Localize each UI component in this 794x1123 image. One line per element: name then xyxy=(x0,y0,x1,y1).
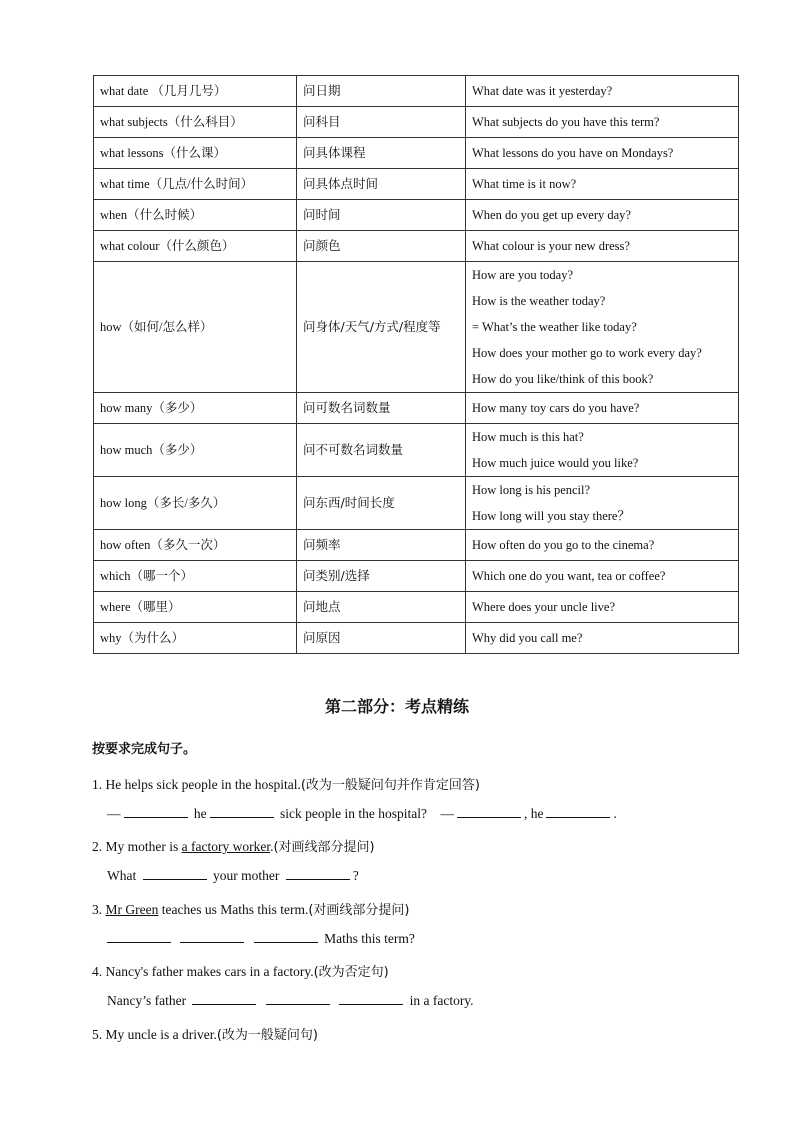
exercise-stem: . xyxy=(270,839,274,854)
usage: 问类别/选择 xyxy=(297,561,466,592)
examples xyxy=(466,138,739,169)
answer-blank[interactable] xyxy=(143,867,207,880)
exercise-stem: 3. xyxy=(92,902,106,917)
exercise-4-answer xyxy=(107,992,474,1009)
table-row xyxy=(94,262,739,393)
question-word: what lessons（什么课） xyxy=(94,138,297,169)
answer-text: he xyxy=(193,806,207,821)
question-word: how much（多少） xyxy=(94,424,297,477)
example-sentence: What time is it now? xyxy=(472,177,577,191)
question-word: what date （几月几号） xyxy=(94,76,297,107)
table-row xyxy=(94,393,739,424)
answer-text: What xyxy=(107,868,137,883)
exercise-stem: teaches us Maths this term. xyxy=(158,902,309,917)
example-sentence: How are you today? xyxy=(472,268,574,282)
example-sentence: What subjects do you have this term? xyxy=(472,115,660,129)
exercise-note: (对画线部分提问) xyxy=(308,903,410,918)
question-word-table xyxy=(93,75,739,654)
examples xyxy=(466,76,739,107)
usage: 问地点 xyxy=(297,592,466,623)
exercise-2-question xyxy=(92,836,375,855)
example-sentence: How much juice would you like? xyxy=(472,456,639,470)
answer-text: sick people in the hospital? xyxy=(280,806,427,821)
example-sentence: = What’s the weather like today? xyxy=(472,320,637,334)
question-word: how（如何/怎么样） xyxy=(94,262,297,393)
exercise-stem: 4. Nancy's father makes cars in a factory. xyxy=(92,964,314,979)
question-word: where（哪里） xyxy=(94,592,297,623)
exercise-2-answer xyxy=(107,867,359,884)
question-word: how long（多长/多久） xyxy=(94,477,297,530)
exercise-5-question xyxy=(92,1024,318,1043)
usage: 问可数名词数量 xyxy=(297,393,466,424)
answer-text: , he xyxy=(523,806,544,821)
answer-blank[interactable] xyxy=(192,992,256,1005)
examples xyxy=(466,200,739,231)
example-sentence: Which one do you want, tea or coffee? xyxy=(472,569,666,583)
usage: 问不可数名词数量 xyxy=(297,424,466,477)
answer-blank[interactable] xyxy=(210,805,274,818)
answer-blank[interactable] xyxy=(107,930,171,943)
examples xyxy=(466,623,739,654)
usage: 问东西/时间长度 xyxy=(297,477,466,530)
answer-blank[interactable] xyxy=(286,867,350,880)
exercise-note: (改为否定句) xyxy=(313,965,389,980)
answer-text: . xyxy=(613,806,617,821)
example-sentence: How is the weather today? xyxy=(472,294,606,308)
examples xyxy=(466,231,739,262)
example-sentence: How does your mother go to work every day? xyxy=(472,346,702,360)
exercise-note: (对画线部分提问) xyxy=(273,840,375,855)
example-sentence: How many toy cars do you have? xyxy=(472,401,640,415)
example-sentence: How do you like/think of this book? xyxy=(472,372,654,386)
underlined-part: a factory worker xyxy=(181,839,271,854)
answer-text: in a factory. xyxy=(409,993,474,1008)
answer-text: Nancy’s father xyxy=(107,993,187,1008)
table-row xyxy=(94,530,739,561)
answer-blank[interactable] xyxy=(180,930,244,943)
question-word: what colour（什么颜色） xyxy=(94,231,297,262)
exercise-1-question xyxy=(92,774,480,793)
example-sentence: How long will you stay there？ xyxy=(472,509,630,523)
table-row xyxy=(94,138,739,169)
question-word: why（为什么） xyxy=(94,623,297,654)
usage: 问科目 xyxy=(297,107,466,138)
examples xyxy=(466,107,739,138)
question-word: what subjects（什么科目） xyxy=(94,107,297,138)
usage: 问身体/天气/方式/程度等 xyxy=(297,262,466,393)
usage: 问颜色 xyxy=(297,231,466,262)
table-row xyxy=(94,169,739,200)
usage: 问具体点时间 xyxy=(297,169,466,200)
example-sentence: What lessons do you have on Mondays? xyxy=(472,146,674,160)
table-row xyxy=(94,76,739,107)
usage: 问时间 xyxy=(297,200,466,231)
answer-blank[interactable] xyxy=(266,992,330,1005)
question-word: how often（多久一次） xyxy=(94,530,297,561)
dash: — xyxy=(440,806,454,821)
section-title: 第二部分：考点精练 xyxy=(324,697,469,716)
answer-blank[interactable] xyxy=(339,992,403,1005)
answer-blank[interactable] xyxy=(254,930,318,943)
exercise-note: (改为一般疑问句并作肯定回答) xyxy=(300,778,480,793)
example-sentence: How often do you go to the cinema? xyxy=(472,538,655,552)
usage: 问日期 xyxy=(297,76,466,107)
question-word: when（什么时候） xyxy=(94,200,297,231)
exercise-stem: 1. He helps sick people in the hospital. xyxy=(92,777,301,792)
underlined-part: Mr Green xyxy=(105,902,159,917)
table-row xyxy=(94,561,739,592)
instruction: 按要求完成句子。 xyxy=(92,742,197,757)
table-row xyxy=(94,107,739,138)
answer-blank[interactable] xyxy=(457,805,521,818)
exercise-3-question xyxy=(92,899,410,918)
answer-text: your mother xyxy=(213,868,280,883)
example-sentence: How long is his pencil? xyxy=(472,483,591,497)
exercise-1-answer xyxy=(107,805,617,822)
exercise-3-answer xyxy=(107,930,415,947)
examples xyxy=(466,477,739,530)
example-sentence: What colour is your new dress? xyxy=(472,239,630,253)
question-word: how many（多少） xyxy=(94,393,297,424)
examples xyxy=(466,262,739,393)
example-sentence: What date was it yesterday? xyxy=(472,84,613,98)
exercise-note: (改为一般疑问句) xyxy=(216,1028,319,1043)
question-word: what time（几点/什么时间） xyxy=(94,169,297,200)
question-word: which（哪一个） xyxy=(94,561,297,592)
table-row xyxy=(94,200,739,231)
table-row xyxy=(94,477,739,530)
dash: — xyxy=(107,806,121,821)
answer-text: Maths this term? xyxy=(324,931,415,946)
exercise-stem: 5. My uncle is a driver. xyxy=(92,1027,217,1042)
table-row xyxy=(94,424,739,477)
usage: 问具体课程 xyxy=(297,138,466,169)
exercise-stem: 2. My mother is xyxy=(92,839,182,854)
table-row xyxy=(94,592,739,623)
table-row xyxy=(94,623,739,654)
usage: 问频率 xyxy=(297,530,466,561)
exercise-4-question xyxy=(92,961,389,980)
example-sentence: When do you get up every day? xyxy=(472,208,631,222)
examples xyxy=(466,393,739,424)
table-row xyxy=(94,231,739,262)
answer-text: ? xyxy=(352,868,359,883)
answer-blank[interactable] xyxy=(124,805,188,818)
answer-blank[interactable] xyxy=(546,805,610,818)
examples xyxy=(466,561,739,592)
example-sentence: Why did you call me? xyxy=(472,631,583,645)
example-sentence: Where does your uncle live? xyxy=(472,600,615,614)
examples xyxy=(466,530,739,561)
examples xyxy=(466,424,739,477)
examples xyxy=(466,169,739,200)
examples xyxy=(466,592,739,623)
example-sentence: How much is this hat? xyxy=(472,430,584,444)
usage: 问原因 xyxy=(297,623,466,654)
